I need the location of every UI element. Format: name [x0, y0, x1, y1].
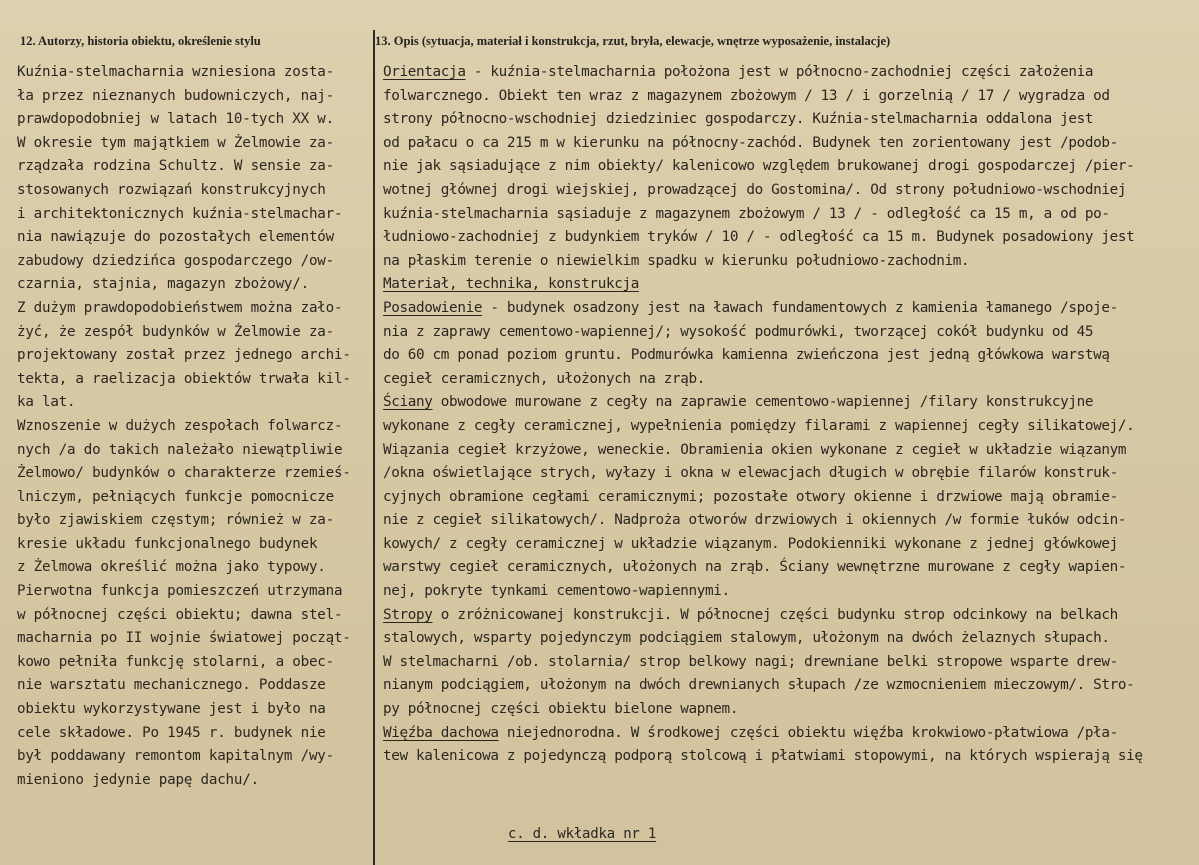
text-line: był poddawany remontom kapitalnym /wy-	[17, 748, 334, 765]
section-term: Ściany	[383, 394, 433, 411]
line-text: na płaskim terenie o niewielkim spadku w kierunku południowo-zachodnim.	[383, 252, 970, 269]
text-line: z Żelmowa określić można jako typowy.	[17, 559, 326, 576]
text-line: tekta, a raelizacja obiektów trwała kil-	[17, 370, 351, 387]
line-text: wotnej głównej drogi wiejskiej, prowadzącej do Gostomina/. Od strony południowo-wschodniej	[383, 181, 1127, 198]
text-line: projektowany został przez jednego archi-	[17, 347, 351, 364]
text-line: rządzała rodzina Schultz. W sensie za-	[17, 158, 334, 175]
section-term: Posadowienie	[383, 299, 483, 316]
description-column	[375, 0, 1199, 865]
authors-history-text	[17, 61, 369, 792]
text-line	[383, 604, 1199, 628]
authors-history-heading: 12. Autorzy, historia obiektu, określenie stylu	[20, 34, 261, 48]
line-text: kowych/ z cegły ceramicznej w układzie wiązanym. Podokienniki wykonane z jednej główkowej	[383, 535, 1118, 552]
text-line: macharnia po II wojnie światowej począt-	[17, 630, 351, 647]
line-text: W stelmacharni /ob. stolarnia/ strop belkowy nagi; drewniane belki stropowe wsparte drew-	[383, 653, 1118, 670]
line-text: nie jak sąsiadujące z nim obiekty/ kalenicowo względem brukowanej drogi gospodarczej /pier-	[383, 158, 1135, 175]
line-text: warstwy cegieł ceramicznych, ułożonych na zrąb. Ściany wewnętrzne murowane z cegły wapien-	[383, 559, 1127, 576]
line-text: nie z cegieł silikatowych/. Nadproża otworów drzwiowych i okiennych /w formie łuków odcin-	[383, 512, 1127, 529]
text-line	[383, 462, 1199, 486]
line-text: Wiązania cegieł krzyżowe, weneckie. Obramienia okien wykonane z cegieł w układzie wiązanym	[383, 441, 1127, 458]
text-line	[383, 674, 1199, 698]
text-line: i architektonicznych kuźnia-stelmachar-	[17, 205, 343, 222]
text-line	[383, 226, 1199, 250]
text-line: obiektu wykorzystywane jest i było na	[17, 701, 326, 718]
text-line: kresie układu funkcjonalnego budynek	[17, 535, 318, 552]
text-line	[383, 344, 1199, 368]
text-line	[383, 203, 1199, 227]
text-line	[383, 651, 1199, 675]
text-line: cele składowe. Po 1945 r. budynek nie	[17, 724, 326, 741]
line-text: nia z zaprawy cementowo-wapiennej/; wysokość podmurówki, tworzącej cokół budynku od 45	[383, 323, 1094, 340]
line-text: od pałacu o ca 215 m w kierunku na północny-zachód. Budynek ten zorientowany jest /podob-	[383, 134, 1118, 151]
text-line: stosowanych rozwiązań konstrukcyjnych	[17, 181, 326, 198]
line-text: nianym podciągiem, ułożonym na dwóch drewnianych słupach /ze wzmocnieniem mieczowym/. Stro-	[383, 677, 1135, 694]
authors-history-column	[0, 0, 373, 865]
line-text: - budynek osadzony jest na ławach fundamentowych z kamienia łamanego /spoje-	[482, 299, 1118, 316]
text-line: Kuźnia-stelmacharnia wzniesiona zosta-	[17, 64, 334, 80]
text-line	[383, 297, 1199, 321]
line-text: o zróżnicowanej konstrukcji. W północnej części budynku strop odcinkowy na belkach	[432, 606, 1118, 623]
section-term: Stropy	[383, 606, 433, 623]
section-term: Materiał, technika, konstrukcja	[383, 276, 639, 293]
section-term: Więźba dachowa	[383, 724, 499, 741]
text-line	[383, 627, 1199, 651]
line-text: - kuźnia-stelmacharnia położona jest w północno-zachodniej części założenia	[465, 64, 1094, 80]
line-text: do 60 cm ponad poziom gruntu. Podmurówka kamienna zwieńczona jest jedną główkowa warstwą	[383, 347, 1110, 364]
text-line	[383, 486, 1199, 510]
line-text: obwodowe murowane z cegły na zaprawie cementowo-wapiennej /filary konstrukcyjne	[432, 394, 1094, 411]
text-line: było zjawiskiem częstym; również w za-	[17, 512, 334, 529]
text-line: W okresie tym majątkiem w Żelmowie za-	[17, 134, 334, 151]
text-line: prawdopodobniej w latach 10-tych XX w.	[17, 111, 334, 128]
text-line: Żelmowo/ budynków o charakterze rzemieś-	[17, 465, 351, 482]
text-line	[383, 368, 1199, 392]
text-line	[383, 745, 1199, 769]
line-text: łudniowo-zachodniej z budynkiem tryków / 10 / - odległość ca 15 m. Budynek posadowiony jest	[383, 229, 1135, 246]
text-line	[383, 61, 1199, 85]
text-line: w północnej części obiektu; dawna stel-	[17, 606, 343, 623]
text-line: Wznoszenie w dużych zespołach folwarcz-	[17, 417, 343, 434]
text-line: nia nawiązuje do pozostałych elementów	[17, 229, 334, 246]
text-line	[383, 415, 1199, 439]
line-text: cyjnych obramione cegłami ceramicznymi; pozostałe otwory okienne i drzwiowe mają obramie-	[383, 488, 1118, 505]
text-line	[383, 179, 1199, 203]
line-text: folwarcznego. Obiekt ten wraz z magazynem zbożowym / 13 / i gorzelnią / 17 / wygradza od	[383, 87, 1110, 104]
line-text: stalowych, wsparty pojedynczym podciągiem stalowym, ułożonym na dwóch żelaznych słupach.	[383, 630, 1110, 647]
line-text: py północnej części obiektu bielone wapnem.	[383, 701, 739, 718]
text-line: kowo pełniła funkcję stolarni, a obec-	[17, 653, 334, 670]
text-line: ka lat.	[17, 394, 76, 411]
text-line: Z dużym prawdopodobieństwem można zało-	[17, 299, 343, 316]
text-line	[383, 391, 1199, 415]
text-line	[383, 321, 1199, 345]
line-text: strony północno-wschodniej dziedziniec gospodarczy. Kuźnia-stelmacharnia oddalona jest	[383, 111, 1094, 128]
text-line	[383, 509, 1199, 533]
line-text: tew kalenicowa z pojedynczą podporą stolcową i płatwiami stopowymi, na których wspierają się	[383, 748, 1143, 765]
continuation-note: c. d. wkładka nr 1	[508, 826, 657, 842]
text-line	[383, 108, 1199, 132]
text-line: mieniono jedynie papę dachu/.	[17, 771, 259, 788]
line-text: /okna oświetlające strych, wyłazy i okna w elewacjach długich w obrębie filarów konstruk-	[383, 465, 1118, 482]
text-line: lniczym, pełniących funkcje pomocnicze	[17, 488, 334, 505]
text-line	[383, 85, 1199, 109]
text-line: ła przez nieznanych budowniczych, naj-	[17, 87, 334, 104]
text-line	[383, 439, 1199, 463]
text-line	[383, 250, 1199, 274]
text-line	[383, 273, 1199, 297]
text-line	[383, 580, 1199, 604]
text-line: czarnia, stajnia, magazyn zbożowy/.	[17, 276, 309, 293]
text-line: nych /a do takich należało niewątpliwie	[17, 441, 343, 458]
text-line	[383, 155, 1199, 179]
line-text: cegieł ceramicznych, ułożonych na zrąb.	[383, 370, 706, 387]
text-line	[383, 698, 1199, 722]
text-line	[383, 533, 1199, 557]
line-text: kuźnia-stelmacharnia sąsiaduje z magazynem zbożowym / 13 / - odległość ca 15 m, a od po-	[383, 205, 1110, 222]
text-line: Pierwotna funkcja pomieszczeń utrzymana	[17, 583, 343, 600]
description-heading: 13. Opis (sytuacja, materiał i konstrukcja, rzut, bryła, elewacje, wnętrze wyposażenie, instalacje)	[375, 34, 891, 48]
text-line: zabudowy dziedzińca gospodarczego /ow-	[17, 252, 334, 269]
text-line: żyć, że zespół budynków w Żelmowie za-	[17, 323, 334, 340]
description-text	[383, 61, 1199, 769]
text-line	[383, 556, 1199, 580]
text-line: nie warsztatu mechanicznego. Poddasze	[17, 677, 326, 694]
text-line	[383, 132, 1199, 156]
line-text: nej, pokryte tynkami cementowo-wapiennymi.	[383, 583, 730, 600]
line-text: wykonane z cegły ceramicznej, wypełnienia pomiędzy filarami z wapiennej cegły silikatowej/.	[383, 417, 1135, 434]
section-term: Orientacja	[383, 64, 466, 80]
text-line	[383, 722, 1199, 746]
line-text: niejednorodna. W środkowej części obiektu więźba krokwiowo-płatwiowa /pła-	[498, 724, 1118, 741]
